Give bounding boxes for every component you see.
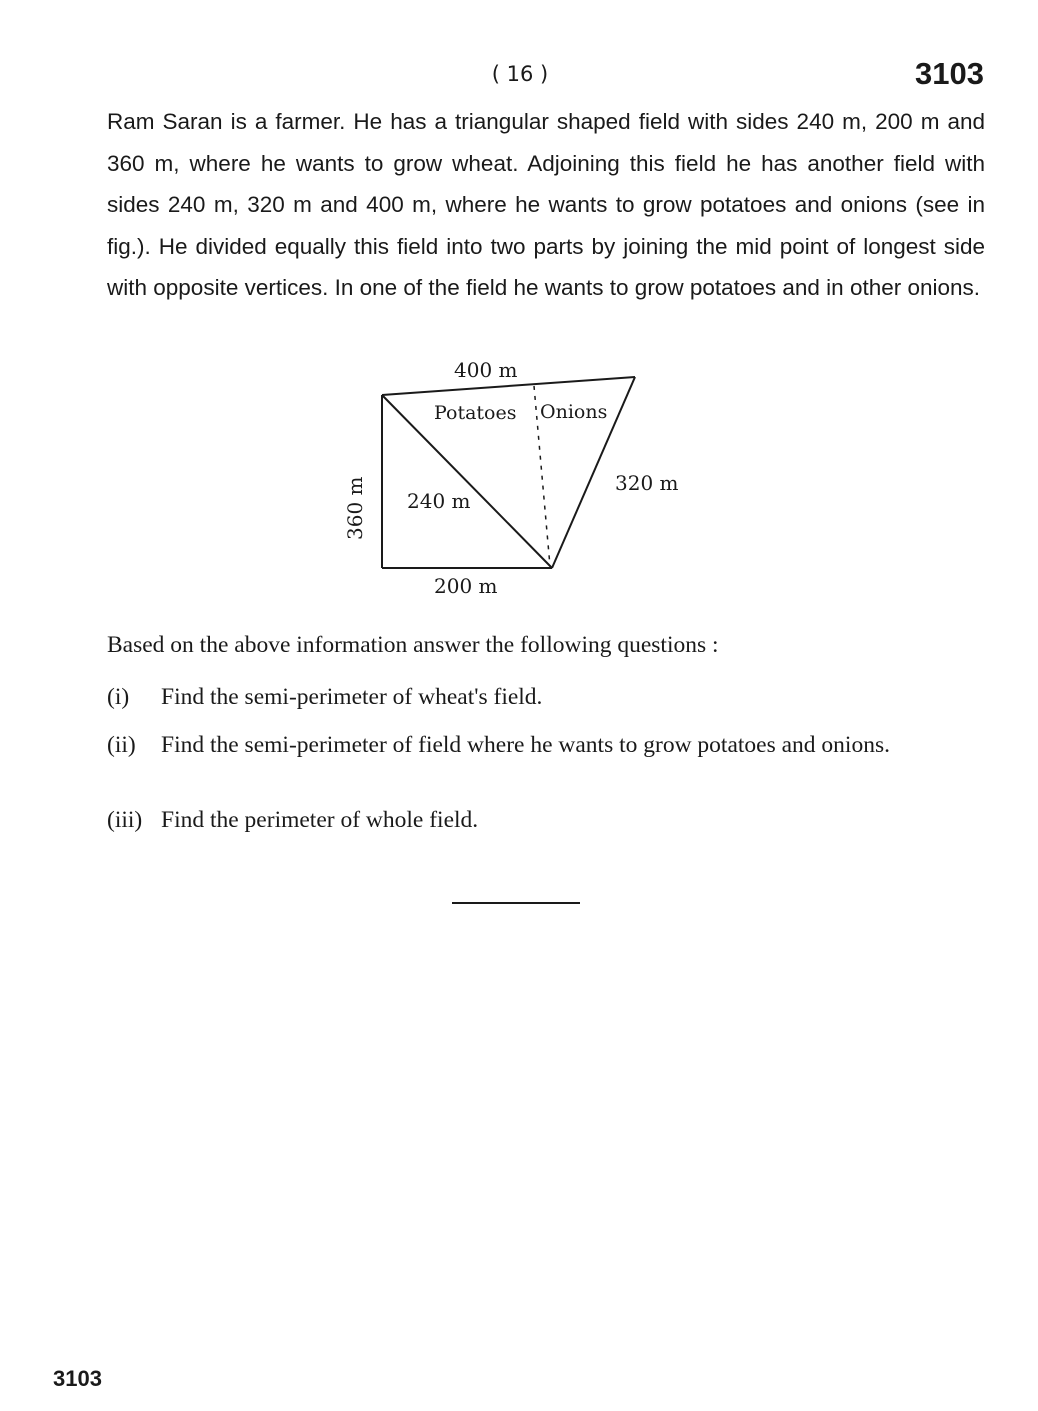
paper-code-top: 3103 [915, 56, 984, 91]
questions-lead-in: Based on the above information answer the following questions : [107, 632, 719, 658]
section-divider [452, 902, 580, 904]
question-number: (iii) [107, 807, 143, 833]
question-text: Find the perimeter of whole field. [161, 807, 479, 833]
label-right-side: 320 m [615, 471, 679, 495]
label-diagonal: 240 m [407, 489, 471, 513]
label-region-left: Potatoes [434, 402, 517, 424]
field-figure [320, 350, 720, 610]
page-number: ( 16 ) [491, 62, 549, 86]
label-left-side: 360 m [343, 476, 367, 540]
label-top-side: 400 m [454, 358, 518, 382]
question-number: (ii) [107, 732, 136, 758]
paper-code-bottom: 3103 [53, 1366, 102, 1391]
question-text: Find the semi-perimeter of field where he wants to grow potatoes and onions. [161, 732, 890, 758]
question-item [107, 683, 983, 711]
question-text: Find the semi-perimeter of wheat's field. [161, 684, 543, 710]
label-region-right: Onions [540, 401, 608, 423]
question-number: (i) [107, 684, 130, 710]
case-study-paragraph: Ram Saran is a farmer. He has a triangular shaped field with sides 240 m, 200 m and 360 m, where he wants to grow wheat. Adjoining this field he has another field with sides 240 m, 320 m and 400 m, where he wants to grow potatoes and onions (see in fig.). He divided equally this field into two parts by joining the mid point of longest side with opposite vertices. In one of the field he wants to grow potatoes and in other onions. [107, 109, 985, 300]
label-bottom-side: 200 m [434, 574, 498, 598]
question-item [107, 731, 983, 759]
question-item [107, 806, 983, 834]
